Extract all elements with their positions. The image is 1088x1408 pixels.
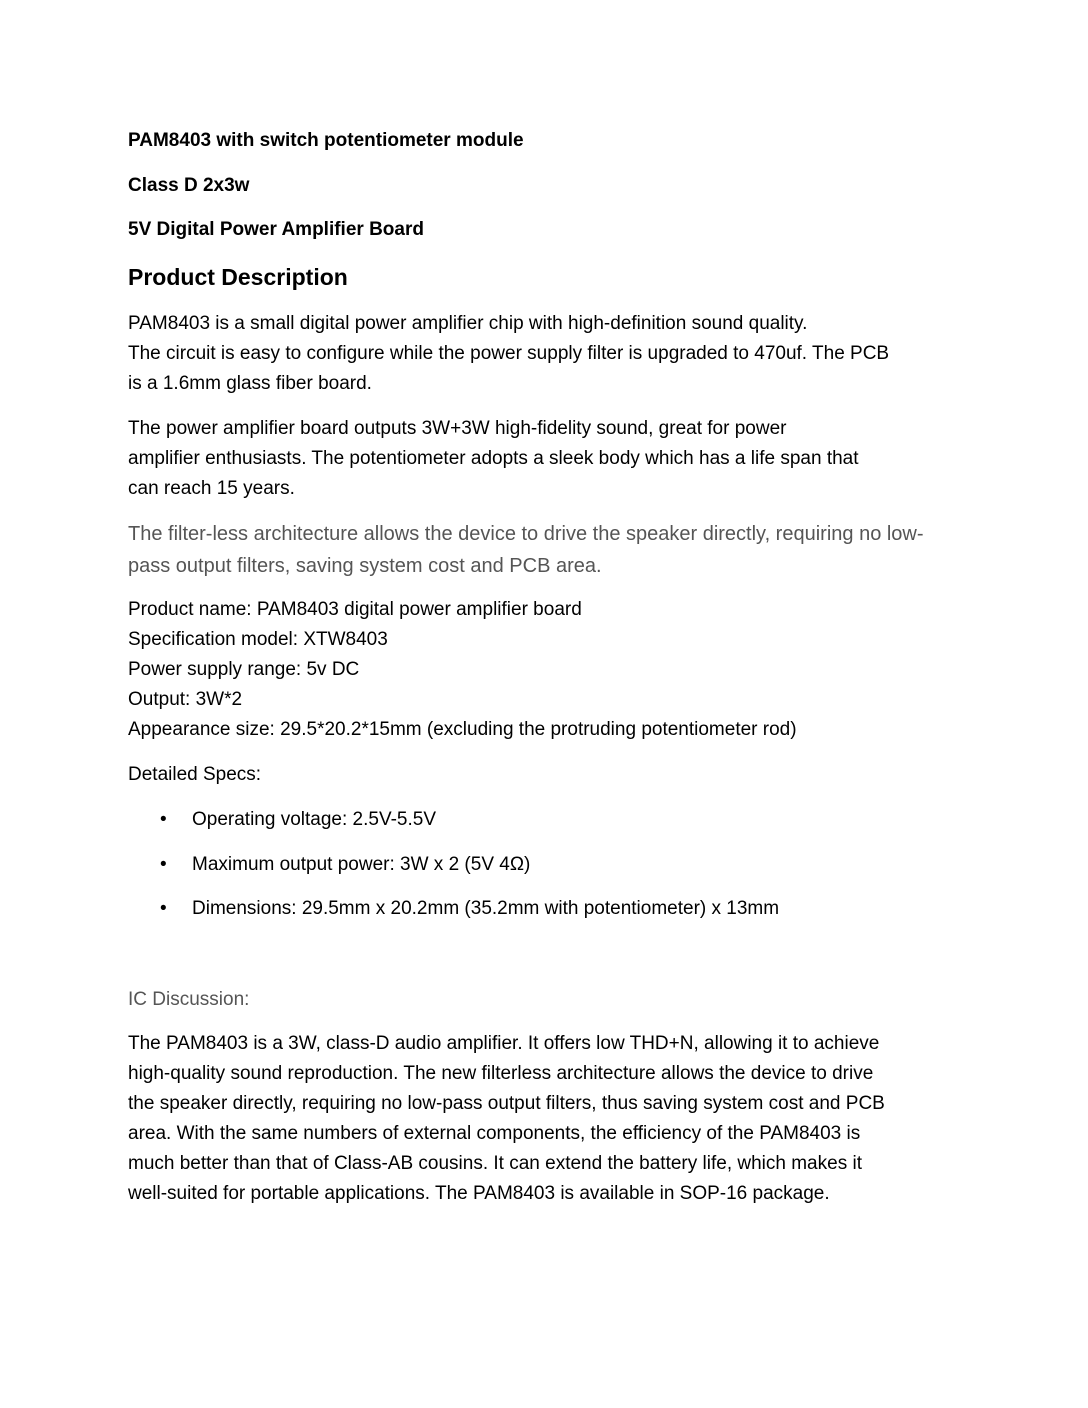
- intro-paragraph: [128, 309, 958, 399]
- spec-model: Specification model: XTW8403: [128, 629, 388, 650]
- list-item: [128, 897, 958, 942]
- detailed-specs-label: Detailed Specs:: [128, 764, 262, 785]
- board-paragraph: [128, 414, 958, 504]
- spec-dimensions: Dimensions: 29.5mm x 20.2mm (35.2mm with potentiometer) x 13mm: [192, 898, 780, 919]
- section-heading: Product Description: [128, 264, 348, 290]
- intro-line: The circuit is easy to configure while the power supply filter is upgraded to 470uf. The PCB: [128, 343, 890, 364]
- board-line: The power amplifier board outputs 3W+3W high-fidelity sound, great for power: [128, 418, 787, 439]
- ic-paragraph: [128, 1029, 958, 1209]
- ic-line: well-suited for portable applications. The PAM8403 is available in SOP-16 package.: [128, 1183, 830, 1204]
- bullet-icon: •: [160, 853, 167, 875]
- ic-discussion-label: IC Discussion:: [128, 989, 250, 1010]
- filterless-paragraph: [128, 518, 958, 582]
- power-supply-range: Power supply range: 5v DC: [128, 659, 360, 680]
- output-rating: Output: 3W*2: [128, 689, 243, 710]
- list-item: [128, 853, 958, 898]
- ic-line: high-quality sound reproduction. The new filterless architecture allows the device to drive: [128, 1063, 874, 1084]
- list-item: [128, 808, 958, 853]
- spec-list: [128, 808, 958, 942]
- product-info: [128, 595, 958, 745]
- product-subtitle: 5V Digital Power Amplifier Board: [128, 219, 424, 240]
- spec-operating-voltage: Operating voltage: 2.5V-5.5V: [192, 809, 436, 830]
- bullet-icon: •: [160, 809, 167, 830]
- ic-line: the speaker directly, requiring no low-pass output filters, thus saving system cost and PCB: [128, 1093, 885, 1114]
- intro-line: is a 1.6mm glass fiber board.: [128, 373, 372, 394]
- appearance-size: Appearance size: 29.5*20.2*15mm (excluding the protruding potentiometer rod): [128, 719, 797, 740]
- ic-line: The PAM8403 is a 3W, class-D audio amplifier. It offers low THD+N, allowing it to achieve: [128, 1033, 880, 1054]
- spec-max-output: Maximum output power: 3W x 2 (5V 4Ω): [192, 853, 531, 875]
- product-title: PAM8403 with switch potentiometer module: [128, 130, 524, 151]
- board-line: can reach 15 years.: [128, 478, 295, 499]
- product-name: Product name: PAM8403 digital power amplifier board: [128, 599, 582, 620]
- product-class: Class D 2x3w: [128, 175, 250, 196]
- filterless-line: The filter-less architecture allows the device to drive the speaker directly, requiring no low-: [128, 523, 924, 545]
- filterless-line: pass output filters, saving system cost and PCB area.: [128, 555, 602, 577]
- ic-line: much better than that of Class-AB cousins. It can extend the battery life, which makes it: [128, 1153, 862, 1174]
- board-line: amplifier enthusiasts. The potentiometer adopts a sleek body which has a life span that: [128, 448, 859, 469]
- ic-line: area. With the same numbers of external components, the efficiency of the PAM8403 is: [128, 1123, 861, 1144]
- bullet-icon: •: [160, 898, 167, 919]
- intro-line: PAM8403 is a small digital power amplifier chip with high-definition sound quality.: [128, 313, 808, 334]
